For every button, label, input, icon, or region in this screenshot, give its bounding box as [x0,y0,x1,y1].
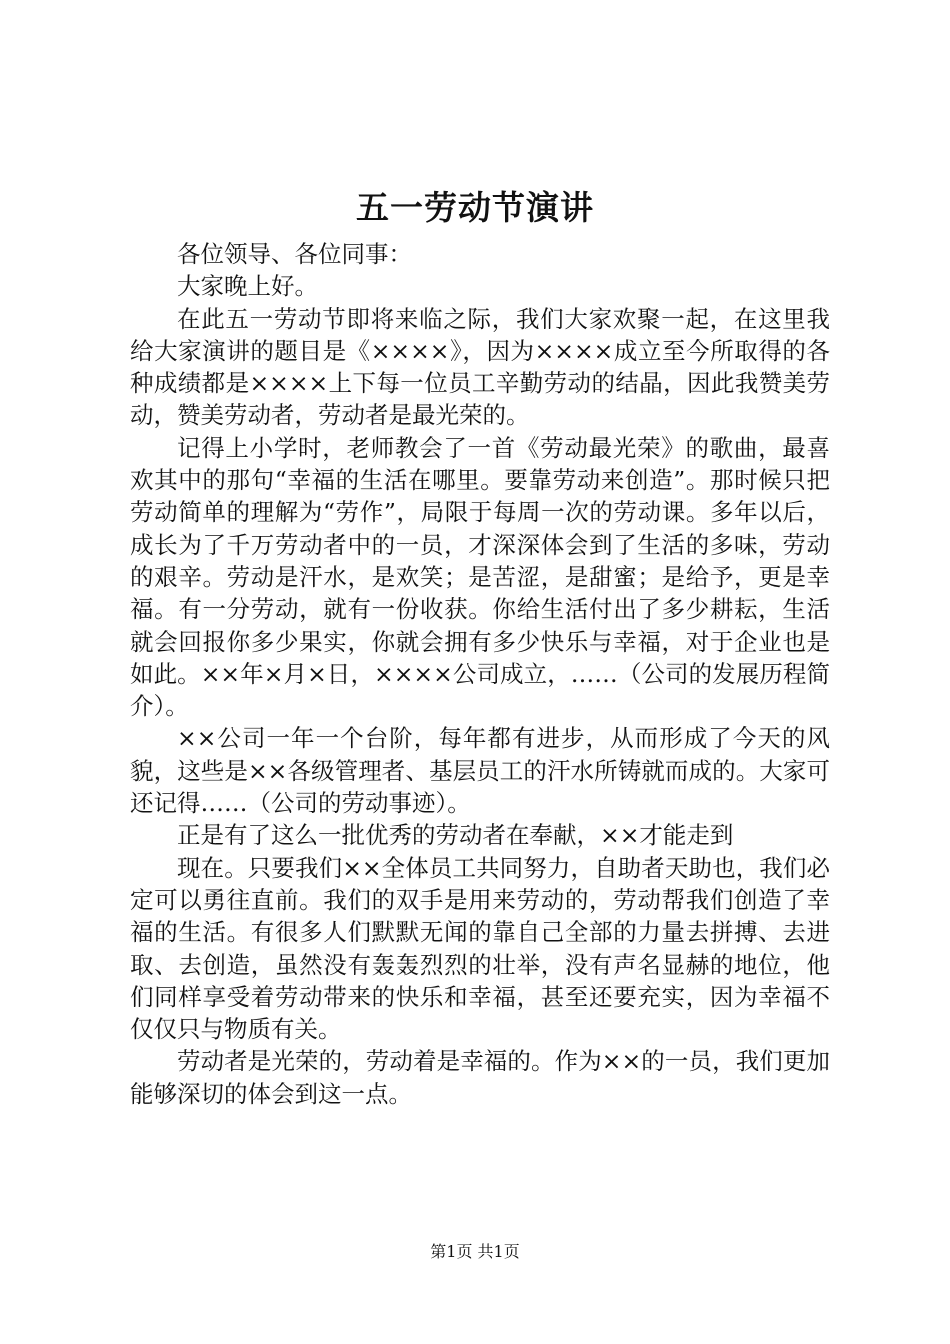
salutation-paragraph: 各位领导、各位同事： [177,240,412,268]
body-paragraph: 在此五一劳动节即将来临之际，我们大家欢聚一起，在这里我给大家演讲的题目是《××××》，因为××××成立至今所取得的各种成绩都是××××上下每一位员工辛勤劳动的结晶，因此我赞美劳动，赞美劳动者，劳动者是最光荣的。 [130,304,830,430]
page-footer: 第1页 共1页 [430,1242,520,1261]
greeting-paragraph: 大家晚上好。 [177,272,318,301]
closing-paragraph: 劳动者是光荣的，劳动着是幸福的。作为××的一员，我们更加能够深切的体会到这一点。 [130,1047,830,1108]
body-paragraph: 现在。只要我们××全体员工共同努力，自助者天助也，我们必定可以勇往直前。我们的双手是用来劳动的，劳动帮我们创造了幸福的生活。有很多人们默默无闻的靠自己全部的力量去拼搏、去进取、去创造，虽然没有轰轰烈烈的壮举，没有声名显赫的地位，他们同样享受着劳动带来的快乐和幸福，甚至还要充实，因为幸福不仅仅只与物质有关。 [130,853,830,1044]
document-body [130,238,830,1110]
body-paragraph: 正是有了这么一批优秀的劳动者在奉献，××才能走到 [177,821,734,850]
body-paragraph: 记得上小学时，老师教会了一首《劳动最光荣》的歌曲，最喜欢其中的那句“幸福的生活在哪里。要靠劳动来创造”。那时候只把劳动简单的理解为“劳作”，局限于每周一次的劳动课。多年以后，成长为了千万劳动者中的一员，才深深体会到了生活的多味，劳动的艰辛。劳动是汗水，是欢笑；是苦涩，是甜蜜；是给予，更是幸福。有一分劳动，就有一份收获。你给生活付出了多少耕耘，生活就会回报你多少果实，你就会拥有多少快乐与幸福，对于企业也是如此。××年×月×日，××××公司成立，……（公司的发展历程简介）。 [130,433,830,721]
document-title: 五一劳动节演讲 [356,188,594,227]
body-paragraph: ××公司一年一个台阶，每年都有进步，从而形成了今天的风貌，这些是××各级管理者、基层员工的汗水所铸就而成的。大家可还记得……（公司的劳动事迹）。 [130,724,830,818]
